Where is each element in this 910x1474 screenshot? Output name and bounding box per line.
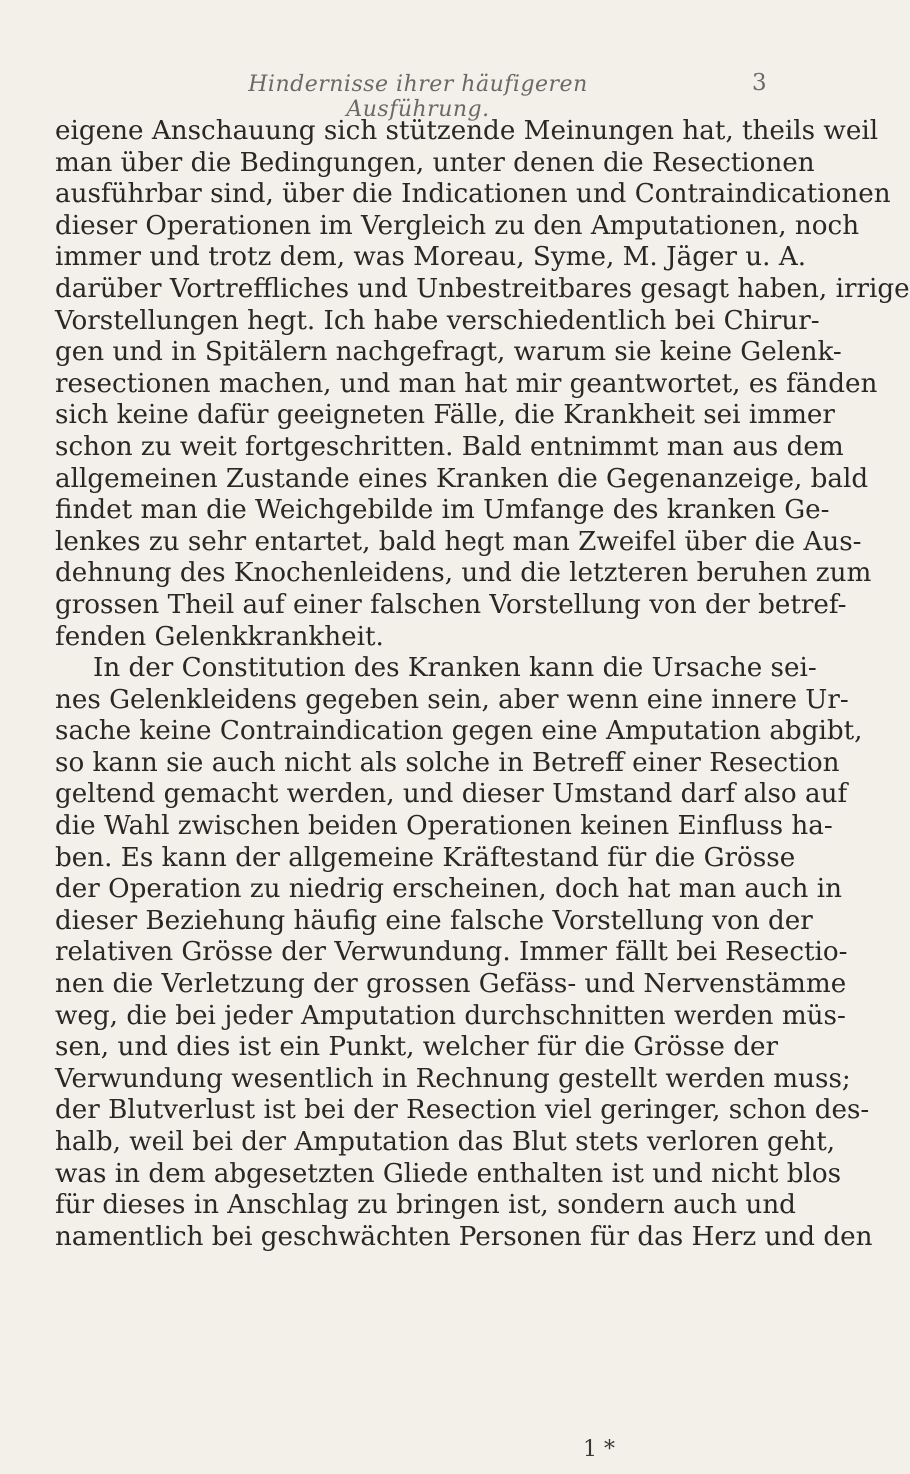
text-line: sich keine dafür geeigneten Fälle, die Krankheit sei immer <box>55 400 835 431</box>
text-line: sen, und dies ist ein Punkt, welcher für die Grösse der <box>55 1032 778 1063</box>
text-line: dehnung des Knochenleidens, und die letzteren beruhen zum <box>55 558 872 589</box>
page-number: 3 <box>752 70 767 96</box>
text-line: so kann sie auch nicht als solche in Betreff einer Resection <box>55 747 840 778</box>
text-line: man über die Bedingungen, unter denen die Resectionen <box>55 147 815 178</box>
text-line: sache keine Contraindication gegen eine Amputation abgibt, <box>55 716 863 747</box>
text-line: namentlich bei geschwächten Personen für das Herz und den <box>55 1221 873 1252</box>
text-line: nes Gelenkleidens gegeben sein, aber wenn eine innere Ur- <box>55 684 849 715</box>
text-line: immer und trotz dem, was Moreau, Syme, M. Jäger u. A. <box>55 242 807 273</box>
text-line: die Wahl zwischen beiden Operationen keinen Einfluss ha- <box>55 811 833 842</box>
text-line: der Blutverlust ist bei der Resection viel geringer, schon des- <box>55 1095 870 1126</box>
body-text <box>55 116 910 1253</box>
text-line: ausführbar sind, über die Indicationen und Contraindicationen <box>55 179 891 210</box>
text-line: allgemeinen Zustande eines Kranken die Gegenanzeige, bald <box>55 463 869 494</box>
text-line: für dieses in Anschlag zu bringen ist, sondern auch und <box>55 1190 796 1221</box>
text-line: gen und in Spitälern nachgefragt, warum sie keine Gelenk- <box>55 337 842 368</box>
text-line: relativen Grösse der Verwundung. Immer fällt bei Resectio- <box>55 937 848 968</box>
text-line: darüber Vortreffliches und Unbestreitbares gesagt haben, irrige <box>55 273 910 304</box>
signature-mark: 1 * <box>583 1437 615 1462</box>
text-line: In der Constitution des Kranken kann die Ursache sei- <box>93 653 817 684</box>
text-line: dieser Operationen im Vergleich zu den Amputationen, noch <box>55 210 860 241</box>
text-line: halb, weil bei der Amputation das Blut stets verloren geht, <box>55 1127 836 1157</box>
text-line: geltend gemacht werden, und dieser Umstand darf also auf <box>55 779 848 810</box>
text-line: was in dem abgesetzten Gliede enthalten ist und nicht blos <box>55 1158 842 1189</box>
text-line: grossen Theil auf einer falschen Vorstellung von der betref- <box>55 589 847 620</box>
text-line: eigene Anschauung sich stützende Meinungen hat, theils weil <box>55 116 879 146</box>
text-line: weg, die bei jeder Amputation durchschnitten werden müs- <box>55 1000 846 1031</box>
text-line: der Operation zu niedrig erscheinen, doch hat man auch in <box>55 874 842 905</box>
text-line: fenden Gelenkkrankheit. <box>55 621 384 652</box>
running-head: Hindernisse ihrer häufigeren Ausführung. <box>248 72 588 122</box>
text-line: ben. Es kann der allgemeine Kräftestand für die Grösse <box>55 842 796 873</box>
text-line: resectionen machen, und man hat mir geantwortet, es fänden <box>55 368 878 399</box>
text-line: findet man die Weichgebilde im Umfange des kranken Ge- <box>55 495 830 526</box>
text-line: nen die Verletzung der grossen Gefäss- und Nervenstämme <box>55 969 847 1000</box>
text-line: schon zu weit fortgeschritten. Bald entnimmt man aus dem <box>55 431 844 462</box>
text-line: dieser Beziehung häufig eine falsche Vorstellung von der <box>55 905 813 936</box>
text-line: lenkes zu sehr entartet, bald hegt man Zweifel über die Aus- <box>55 526 862 557</box>
text-line: Verwundung wesentlich in Rechnung gestellt werden muss; <box>55 1063 851 1094</box>
text-line: Vorstellungen hegt. Ich habe verschiedentlich bei Chirur- <box>55 305 820 336</box>
